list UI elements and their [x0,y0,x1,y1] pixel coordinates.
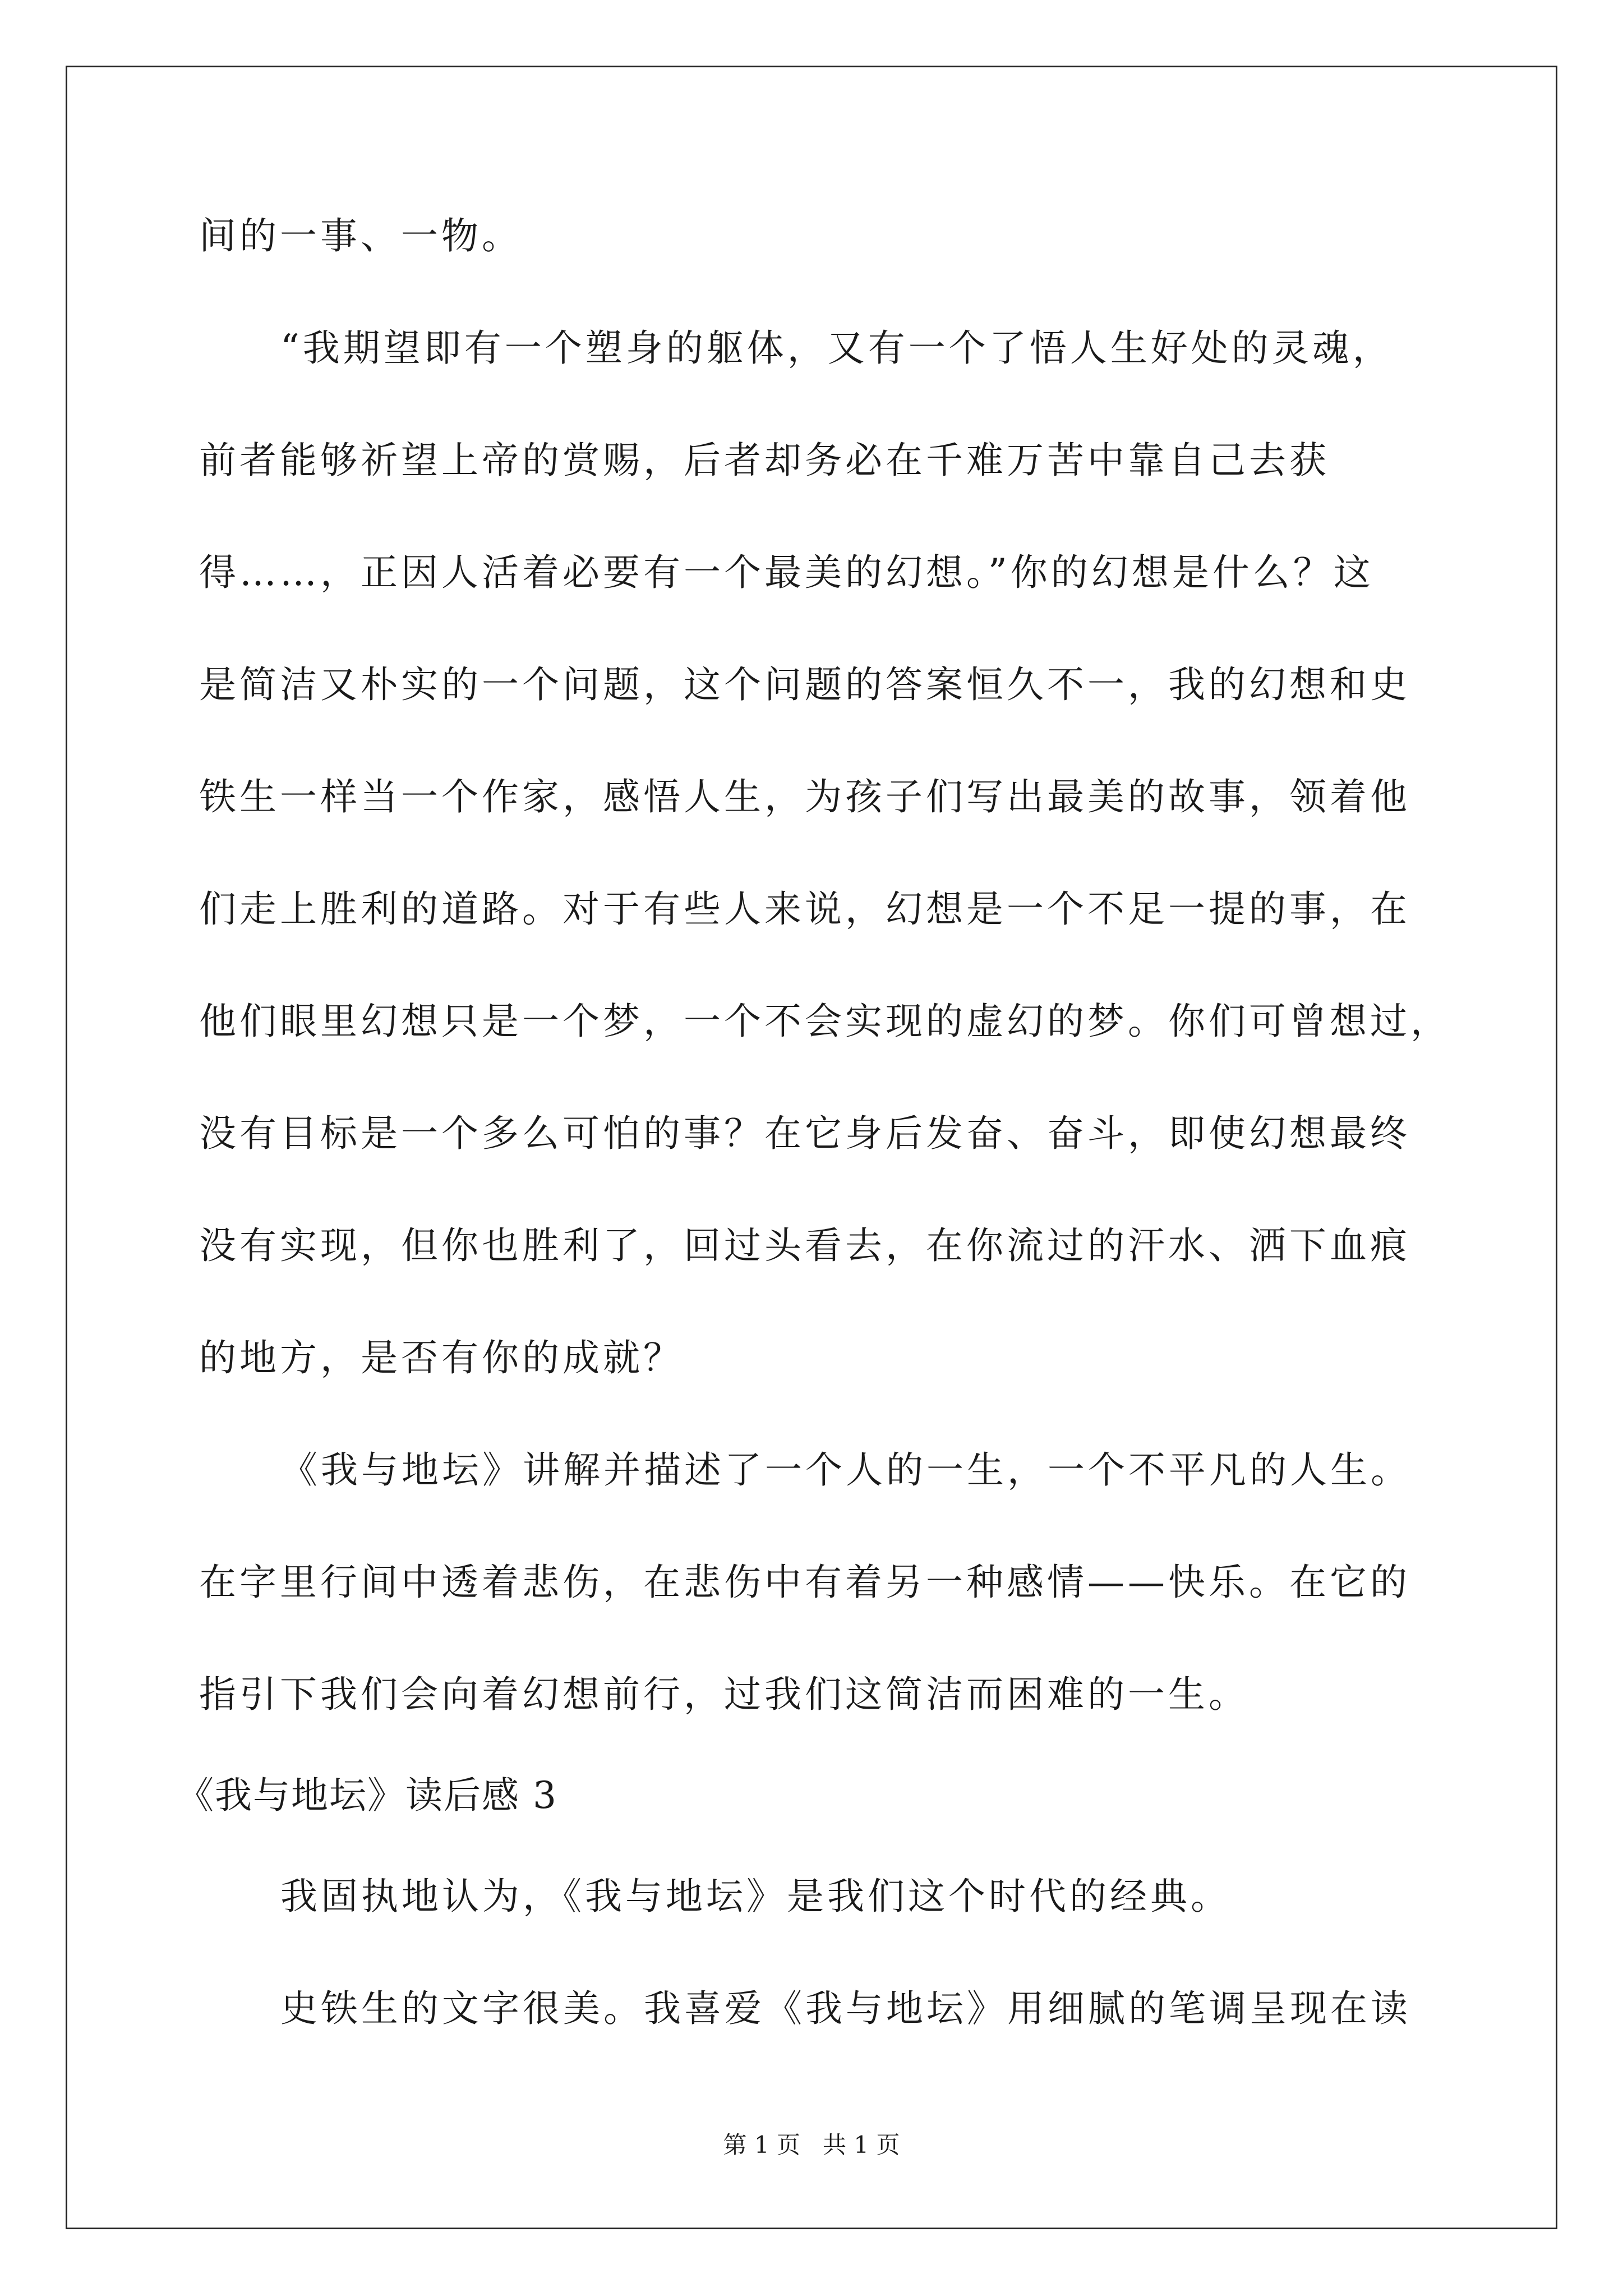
text-line: 没有目标是一个多么可怕的事？在它身后发奋、奋斗，即使幻想最终 [199,1112,1410,1155]
text-line: 间的一事、一物。 [199,214,522,257]
text-line: 铁生一样当一个作家，感悟人生，为孩子们写出最美的故事，领着他 [199,775,1410,818]
page-footer: 第 1 页 共 1 页 [723,2131,900,2159]
text-line: 指引下我们会向着幻想前行，过我们这简洁而困难的一生。 [199,1673,1249,1716]
text-line: 他们眼里幻想只是一个梦，一个不会实现的虚幻的梦。你们可曾想过， [199,1000,1451,1043]
text-line: 得……，正因人活着必要有一个最美的幻想。”你的幻想是什么？这 [199,551,1374,594]
text-line: 《我与地坛》讲解并描述了一个人的一生，一个不平凡的人生。 [280,1448,1411,1492]
text-line: 前者能够祈望上帝的赏赐，后者却务必在千难万苦中靠自己去获 [199,439,1330,482]
text-line: 没有实现，但你也胜利了，回过头看去，在你流过的汗水、洒下血痕 [199,1224,1410,1267]
text-line: 我固执地认为，《我与地坛》是我们这个时代的经典。 [280,1875,1231,1918]
text-line: 们走上胜利的道路。对于有些人来说，幻想是一个不足一提的事，在 [199,887,1410,931]
text-line: 的地方，是否有你的成就？ [199,1336,684,1379]
text-line: 是简洁又朴实的一个问题，这个问题的答案恒久不一，我的幻想和史 [199,663,1410,706]
section-heading: 《我与地坛》读后感 3 [177,1774,557,1817]
text-line: 在字里行间中透着悲伤，在悲伤中有着另一种感情——快乐。在它的 [199,1561,1410,1604]
text-line: 史铁生的文字很美。我喜爱《我与地坛》用细腻的笔调呈现在读 [280,1987,1411,2030]
text-line: “我期望即有一个塑身的躯体，又有一个了悟人生好处的灵魂， [280,326,1393,370]
